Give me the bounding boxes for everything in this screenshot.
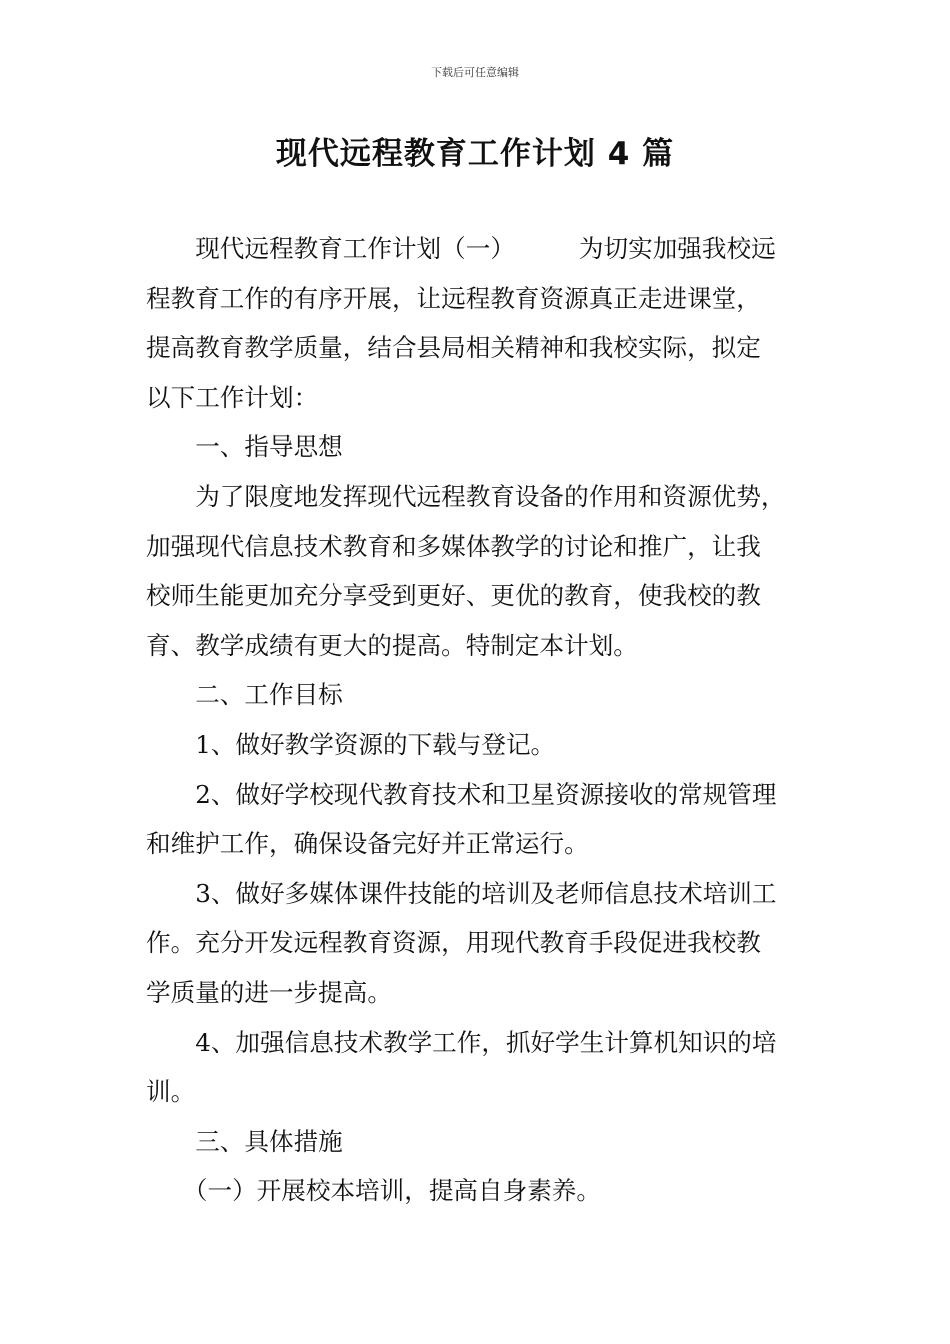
section-heading-work-goals: 二、工作目标 xyxy=(195,680,343,710)
paragraph-line: 程教育工作的有序开展，让远程教育资源真正走进课堂， xyxy=(146,283,761,313)
goal-item-2-cont: 和维护工作，确保设备完好并正常运行。 xyxy=(146,829,589,859)
paragraph-line: 校师生能更加充分享受到更好、更优的教育，使我校的教 xyxy=(146,581,761,611)
paragraph-line: 育、教学成绩有更大的提高。特制定本计划。 xyxy=(146,630,638,660)
goal-item-4-cont: 训。 xyxy=(146,1077,196,1107)
document-body xyxy=(146,224,836,1216)
paragraph-line: 加强现代信息技术教育和多媒体教学的讨论和推广，让我 xyxy=(146,531,761,561)
goal-item-1: 1、做好教学资源的下载与登记。 xyxy=(195,729,556,759)
header-note: 下载后可任意编辑 xyxy=(431,66,519,79)
subtitle-plan-one: 现代远程教育工作计划（一） xyxy=(195,234,515,263)
paragraph-line: 为了限度地发挥现代远程教育设备的作用和资源优势， xyxy=(195,481,786,511)
section-heading-measures: 三、具体措施 xyxy=(195,1126,343,1156)
intro-text: 为切实加强我校远 xyxy=(578,234,776,263)
goal-item-2: 2、做好学校现代教育技术和卫星资源接收的常规管理 xyxy=(195,779,777,809)
goal-item-3-cont: 学质量的进一步提高。 xyxy=(146,977,392,1007)
goal-item-4: 4、加强信息技术教学工作，抓好学生计算机知识的培 xyxy=(195,1027,777,1057)
goal-item-3: 3、做好多媒体课件技能的培训及老师信息技术培训工 xyxy=(195,878,777,908)
section-heading-guiding-thought: 一、指导思想 xyxy=(195,432,343,462)
goal-item-3-cont: 作。充分开发远程教育资源，用现代教育手段促进我校教 xyxy=(146,928,761,958)
paragraph-intro-line-1 xyxy=(146,224,836,274)
document-title: 现代远程教育工作计划 4 篇 xyxy=(275,136,675,172)
paragraph-line: 提高教育教学质量，结合县局相关精神和我校实际，拟定 xyxy=(146,333,761,363)
measure-item-1: （一）开展校本培训，提高自身素养。 xyxy=(182,1176,601,1206)
paragraph-line: 以下工作计划： xyxy=(146,382,319,412)
